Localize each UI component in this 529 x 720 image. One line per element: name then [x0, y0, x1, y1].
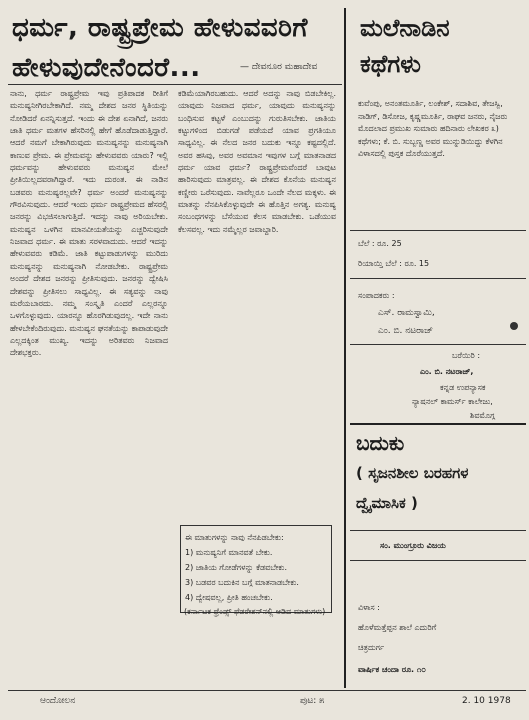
bullet-icon — [510, 322, 518, 330]
source-note: (ಕರ್ನಾಟಕ ಫ್ರೆಂಡ್ಸ್ ಫೆಡರೇಶನ್‌ನಲ್ಲಿ ಆಡಿದ ಮಾತುಗಳು) — [184, 607, 326, 616]
column-divider — [344, 8, 346, 688]
ad-divider — [350, 278, 526, 279]
subscription-rate: ವಾರ್ಷಿಕ ಚಂದಾ ರೂ. ೧೦ — [358, 665, 426, 674]
badaku-title-main: ಬದುಕು — [356, 431, 405, 455]
points-intro: ಈ ಮಾತುಗಳನ್ನು ನಾವು ನೆನಪಿಡಬೇಕು: — [185, 533, 284, 542]
headline-line2: ಹೇಳುವುದೇನೆಂದರೆ... — [12, 53, 201, 83]
book-ad-title-line1: ಮಲೆನಾಡಿನ — [360, 14, 450, 42]
book-discount: ರಿಯಾಯ್ತಿ ಬೆಲೆ : ರೂ. 15 — [358, 259, 430, 268]
point-item: 1) ಮನುಷ್ಯನಿಗೆ ಮಾನವತೆ ಬೇಕು. — [185, 548, 273, 557]
points-list — [180, 525, 332, 613]
footer-date: 2. 10 1978 — [462, 696, 511, 706]
footer-publication: ಆಂದೋಲನ — [40, 696, 76, 706]
editor-name: ಎಂ. ಬಿ. ನಟರಾಜ್ — [378, 326, 434, 336]
ad-divider — [350, 344, 526, 345]
article-text-2: ಕಡಿಮೆಯಾಗಿರಬಹುದು. ಆದರೆ ಅದನ್ನು ನಾವು ಬಿಡಬೇಕಿಲ್ಲ. ಯಾವುದು ನಿಜವಾದ ಧರ್ಮ, ಯಾವುದು ಮನುಷ್ಯನನ್ನು ಬಂಧಿಸುವ ಕಟ್ಟಳೆ ಎಂಬುದನ್ನು ಗುರುತಿಸಬೇಕು. ಜಾತಿಯ ಕಟ್ಟುಗಳಿಂದ ಬಿಡುಗಡೆ ಪಡೆಯದೆ ಯಾವ ಪ್ರಗತಿಯೂ ಸಾಧ್ಯವಿಲ್ಲ. ಈ ನೆಲದ ಜನರ ಬದುಕು ಇನ್ನೂ ಕಷ್ಟದಲ್ಲಿದೆ. ಅವರ ಹಸಿವು, ಅವರ ಅವಮಾನ ಇವುಗಳ ಬಗ್ಗೆ ಮಾತನಾಡದ ಧರ್ಮ ಯಾವ ಧರ್ಮ? ರಾಷ್ಟ್ರಪ್ರೇಮವೆಂದರೆ ಬಾವುಟ ಹಾರಿಸುವುದು ಮಾತ್ರವಲ್ಲ. ಈ ದೇಶದ ಕೊನೆಯ ಮನುಷ್ಯನ ಕಣ್ಣೀರು ಒರೆಸುವುದು. ನಾವೆಲ್ಲರೂ ಒಂದೇ ನೆಲದ ಮಕ್ಕಳು. ಈ ಮಾತನ್ನು ನೆನಪಿಸಿಕೊಳ್ಳುವುದೇ ಈ ಹೊತ್ತಿನ ಅಗತ್ಯ. ಮನುಷ್ಯ ಸಂಬಂಧಗಳನ್ನು ಬೆಸೆಯುವ ಕೆಲಸ ಮಾಡಬೇಕು. ಒಡೆಯುವ ಕೆಲಸವಲ್ಲ. ಇದು ನಮ್ಮೆಲ್ಲರ ಜವಾಬ್ದಾರಿ. — [178, 89, 336, 234]
editors-label: ಸಂಪಾದಕರು : — [358, 291, 395, 300]
footer-page: ಪುಟ: ೫ — [300, 696, 325, 706]
article-text-1: ನಾನು, ಧರ್ಮ ರಾಷ್ಟ್ರಪ್ರೇಮ ಇವು ಪ್ರತಿಪಾದಕ ರೀತಿಗೆ ಮನುಷ್ಯನೀಗಿರಬೇಕಾಗಿದೆ. ನಮ್ಮ ದೇಶದ ಜನರ ಸ್ಥಿತಿಯನ್ನು ನೋಡಿದರೆ ಏನನ್ನಿಸುತ್ತದೆ. ಇಂದು ಈ ದೇಶ ಏನಾಗಿದೆ, ಜನರು ಜಾತಿ ಧರ್ಮ ಮತಗಳ ಹೆಸರಿನಲ್ಲಿ ಹೇಗೆ ಹೊಡೆದಾಡುತ್ತಿದ್ದಾರೆ. ಆದರೆ ನಮಗೆ ಬೇಕಾಗಿರುವುದು ಮನುಷ್ಯನನ್ನು ಮನುಷ್ಯನಾಗಿ ಕಾಣುವ ಪ್ರೇಮ. ಈ ಪ್ರೇಮವನ್ನು ಹೇಳುವವರು ಯಾರು? ಇಲ್ಲಿ ಧರ್ಮವನ್ನು ಹೇಳುವವರು ಮನುಷ್ಯನ ಮೇಲೆ ಪ್ರೀತಿಯಿಲ್ಲದವರಾಗಿದ್ದಾರೆ. ಇದು ದುರಂತ. ಈ ನಾಡಿನ ಬಡವರು ಮನುಷ್ಯರಲ್ಲವೇ? ಧರ್ಮ ಅಂದರೆ ಮನುಷ್ಯನನ್ನು ಗೌರವಿಸುವುದು. ಆದರೆ ಇಂದು ಧರ್ಮ ರಾಷ್ಟ್ರಪ್ರೇಮದ ಹೆಸರಲ್ಲಿ ಜನರನ್ನು ವಿಭಜಿಸಲಾಗುತ್ತಿದೆ. ಇದನ್ನು ನಾವು ಅರಿಯಬೇಕು. ಮನುಷ್ಯನ ಒಳಗಿನ ಮಾನವೀಯತೆಯನ್ನು ಎಚ್ಚರಿಸುವುದೇ ನಿಜವಾದ ಧರ್ಮ. ಈ ಮಾತು ಸರಳವಾದುದು. ಆದರೆ ಇದನ್ನು ಹೇಳುವವರು ಕಡಿಮೆ. ಜಾತಿ ಕಟ್ಟುಪಾಡುಗಳನ್ನು ಮುರಿದು ಮನುಷ್ಯನನ್ನು ಮನುಷ್ಯನಾಗಿ ನೋಡಬೇಕು. ರಾಷ್ಟ್ರಪ್ರೇಮ ಅಂದರೆ ದೇಶದ ಜನರನ್ನು ಪ್ರೀತಿಸುವುದು. ಜನರನ್ನು ದ್ವೇಷಿಸಿ ದೇಶವನ್ನು ಪ್ರೀತಿಸಲು ಸಾಧ್ಯವಿಲ್ಲ. ಈ ಸತ್ಯವನ್ನು ನಾವು ಮರೆಯಬಾರದು. ನಮ್ಮ ಸಂಸ್ಕೃತಿ ಎಂದರೆ ಎಲ್ಲರನ್ನೂ ಒಳಗೊಳ್ಳುವುದು. ಯಾರನ್ನೂ ಹೊರಗಿಡುವುದಲ್ಲ. ಇದೇ ನಾನು ಹೇಳಬೇಕೆಂದಿರುವುದು. ಮನುಷ್ಯನ ಘನತೆಯನ್ನು ಕಾಪಾಡುವುದೇ ಎಲ್ಲದಕ್ಕಿಂತ ಮುಖ್ಯ. ಇದನ್ನು ಅರಿತವರು ನಿಜವಾದ ದೇಶಭಕ್ತರು. — [10, 89, 168, 358]
article-column-1 — [10, 88, 168, 673]
footer-divider — [8, 690, 526, 691]
address-line2: ಚಿತ್ರದುರ್ಗ — [358, 643, 385, 652]
book-ad-title — [360, 10, 450, 82]
ad-divider — [350, 530, 526, 531]
point-item: 3) ಬಡವರ ಬದುಕಿನ ಬಗ್ಗೆ ಮಾತನಾಡಬೇಕು. — [185, 578, 299, 587]
contact-label: ಬರೆಯಿರಿ : — [452, 351, 481, 360]
point-item: 2) ಜಾತಿಯ ಗೋಡೆಗಳನ್ನು ಕೆಡವಬೇಕು. — [185, 563, 287, 572]
badaku-title — [356, 428, 468, 518]
contact-org: ಕನ್ನಡ ಉಪನ್ಯಾಸಕ — [440, 383, 486, 392]
contact-college: ನ್ಯಾಷನಲ್ ಕಾಮರ್ಸ್ ಕಾಲೇಜು, — [412, 397, 493, 406]
address-line1: ಹೊಳೆಮತ್ತೆಪ್ಪನ ಶಾಲೆ ಎದುರಿಗೆ — [358, 623, 437, 632]
headline — [12, 8, 337, 88]
badaku-editor: ಸಂ. ಮುಂಗ್ರೂರು ವಿಜಯ — [380, 541, 446, 550]
contact-name: ಎಂ. ಬಿ. ನಟರಾಜ್, — [420, 367, 474, 376]
ad-divider — [350, 230, 526, 231]
headline-line1: ಧರ್ಮ, ರಾಷ್ಟ್ರಪ್ರೇಮ ಹೇಳುವವರಿಗೆ — [12, 13, 308, 43]
headline-divider — [8, 84, 342, 85]
book-price: ಬೆಲೆ : ರೂ. 25 — [358, 239, 402, 248]
badaku-sub1: ( ಸೃಜನಶೀಲ ಬರಹಗಳ — [356, 464, 469, 482]
ad-divider — [350, 560, 526, 561]
article-column-2 — [178, 88, 336, 508]
editor-name: ಎಸ್. ರಾಮಸ್ವಾಮಿ, — [378, 308, 435, 318]
badaku-sub2: ದ್ವೈಮಾಸಿಕ ) — [356, 494, 418, 512]
point-item: 4) ದ್ವೇಷವಲ್ಲ, ಪ್ರೀತಿ ಹಂಚಬೇಕು. — [185, 593, 273, 602]
byline: — ದೇವನೂರ ಮಹಾದೇವ — [240, 62, 318, 72]
contact-city: ಶಿವಮೊಗ್ಗ — [470, 411, 495, 420]
book-ad-title-line2: ಕಥೆಗಳು — [360, 50, 421, 78]
book-ad-description: ಕುವೆಂಪು, ಅನಂತಮೂರ್ತಿ, ಲಂಕೇಶ್, ಸದಾಶಿವ, ತೇಜಸ್ವಿ, ನಾಡಿಗ್, ಡಿಸೋಜ, ಕೃಷ್ಣಮೂರ್ತಿ, ರಾಘವ ಜನರು, ನೈಜರು ಮೊದಲಾದ ಪ್ರಮುಖ ಸುಮಾರು ಹದಿನಾರು ಲೇಖಕರ ೩) ಕಥೆಗಳು; ಕೆ. ಬಿ. ಸುಬ್ಬಣ್ಣ ಅವರ ಮುನ್ನುಡಿಯಿದ್ದು ಕೆಳಗಿನ ವಿಳಾಸದಲ್ಲಿ ಪುಸ್ತಕ ದೊರೆಯುತ್ತದೆ. — [358, 99, 508, 158]
address-label: ವಿಳಾಸ : — [358, 603, 380, 612]
